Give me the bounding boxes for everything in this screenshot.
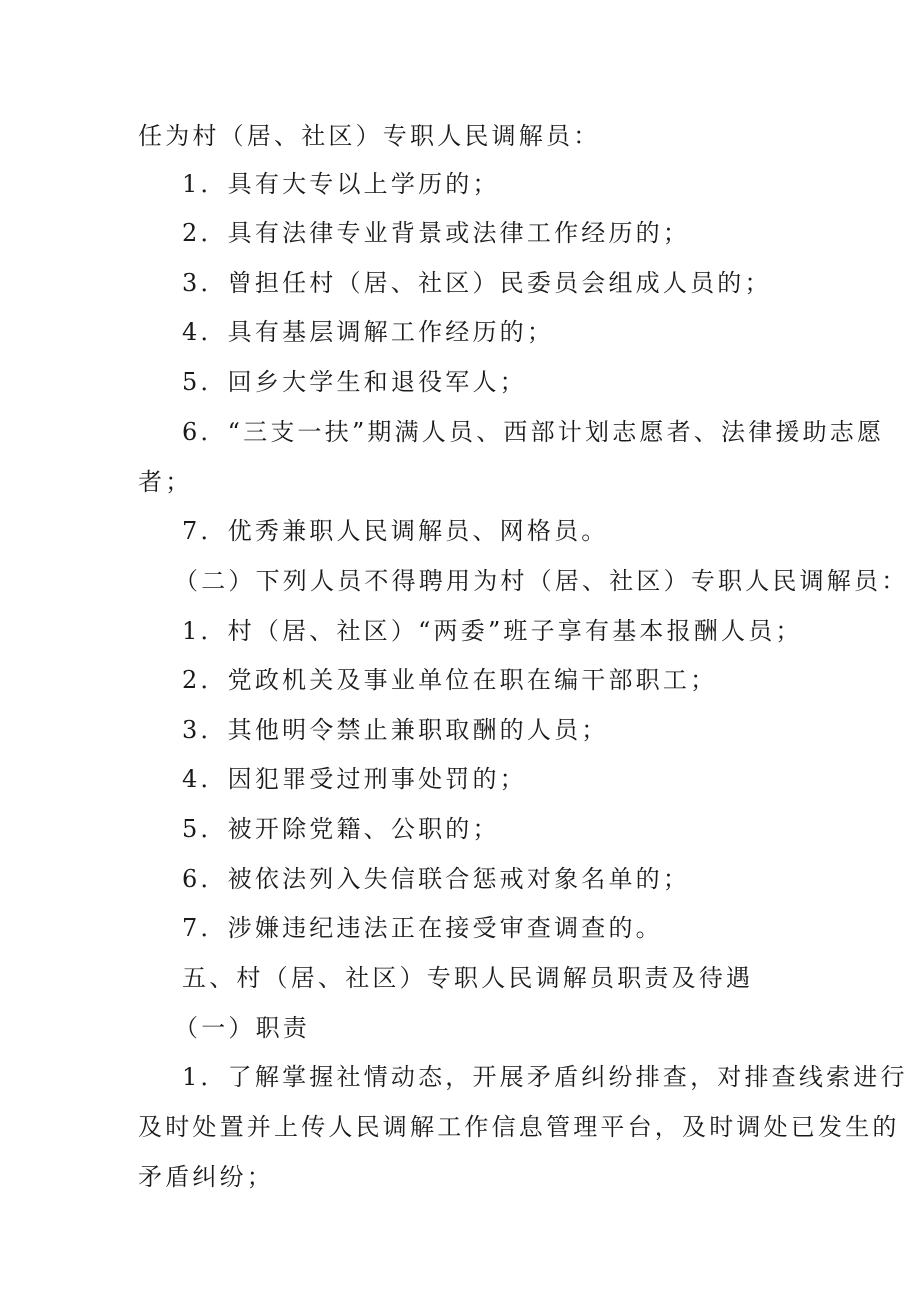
paragraph-line: 及时处置并上传人民调解工作信息管理平台，及时调处已发生的	[138, 1113, 900, 1141]
list-item: 7．优秀兼职人民调解员、网格员。	[182, 517, 609, 545]
section-heading: （二）下列人员不得聘用为村（居、社区）专职人民调解员：	[174, 567, 909, 595]
list-item: 4．具有基层调解工作经历的；	[182, 318, 555, 346]
paragraph-line: 矛盾纠纷；	[138, 1163, 274, 1191]
paragraph-line: 者；	[138, 468, 193, 496]
list-item: 1．具有大专以上学历的；	[182, 170, 500, 198]
section-heading: 五、村（居、社区）专职人民调解员职责及待遇	[182, 964, 754, 992]
list-item: 5．回乡大学生和退役军人；	[182, 368, 527, 396]
list-item: 2．具有法律专业背景或法律工作经历的；	[182, 219, 691, 247]
list-item: 1．村（居、社区）“两委”班子享有基本报酬人员；	[182, 617, 803, 645]
list-item: 2．党政机关及事业单位在职在编干部职工；	[182, 666, 718, 694]
list-item: 4．因犯罪受过刑事处罚的；	[182, 765, 527, 793]
subsection-heading: （一）职责	[174, 1014, 310, 1042]
list-item: 6．“三支一扶”期满人员、西部计划志愿者、法律援助志愿	[182, 418, 885, 446]
list-item: 6．被依法列入失信联合惩戒对象名单的；	[182, 865, 691, 893]
list-item: 3．曾担任村（居、社区）民委员会组成人员的；	[182, 269, 772, 297]
list-item: 7．涉嫌违纪违法正在接受审查调查的。	[182, 914, 663, 942]
list-item: 5．被开除党籍、公职的；	[182, 815, 500, 843]
list-item: 3．其他明令禁止兼职取酬的人员；	[182, 716, 609, 744]
paragraph-line: 任为村（居、社区）专职人民调解员：	[138, 122, 601, 150]
list-item: 1．了解掌握社情动态，开展矛盾纠纷排查，对排查线索进行	[182, 1063, 908, 1091]
